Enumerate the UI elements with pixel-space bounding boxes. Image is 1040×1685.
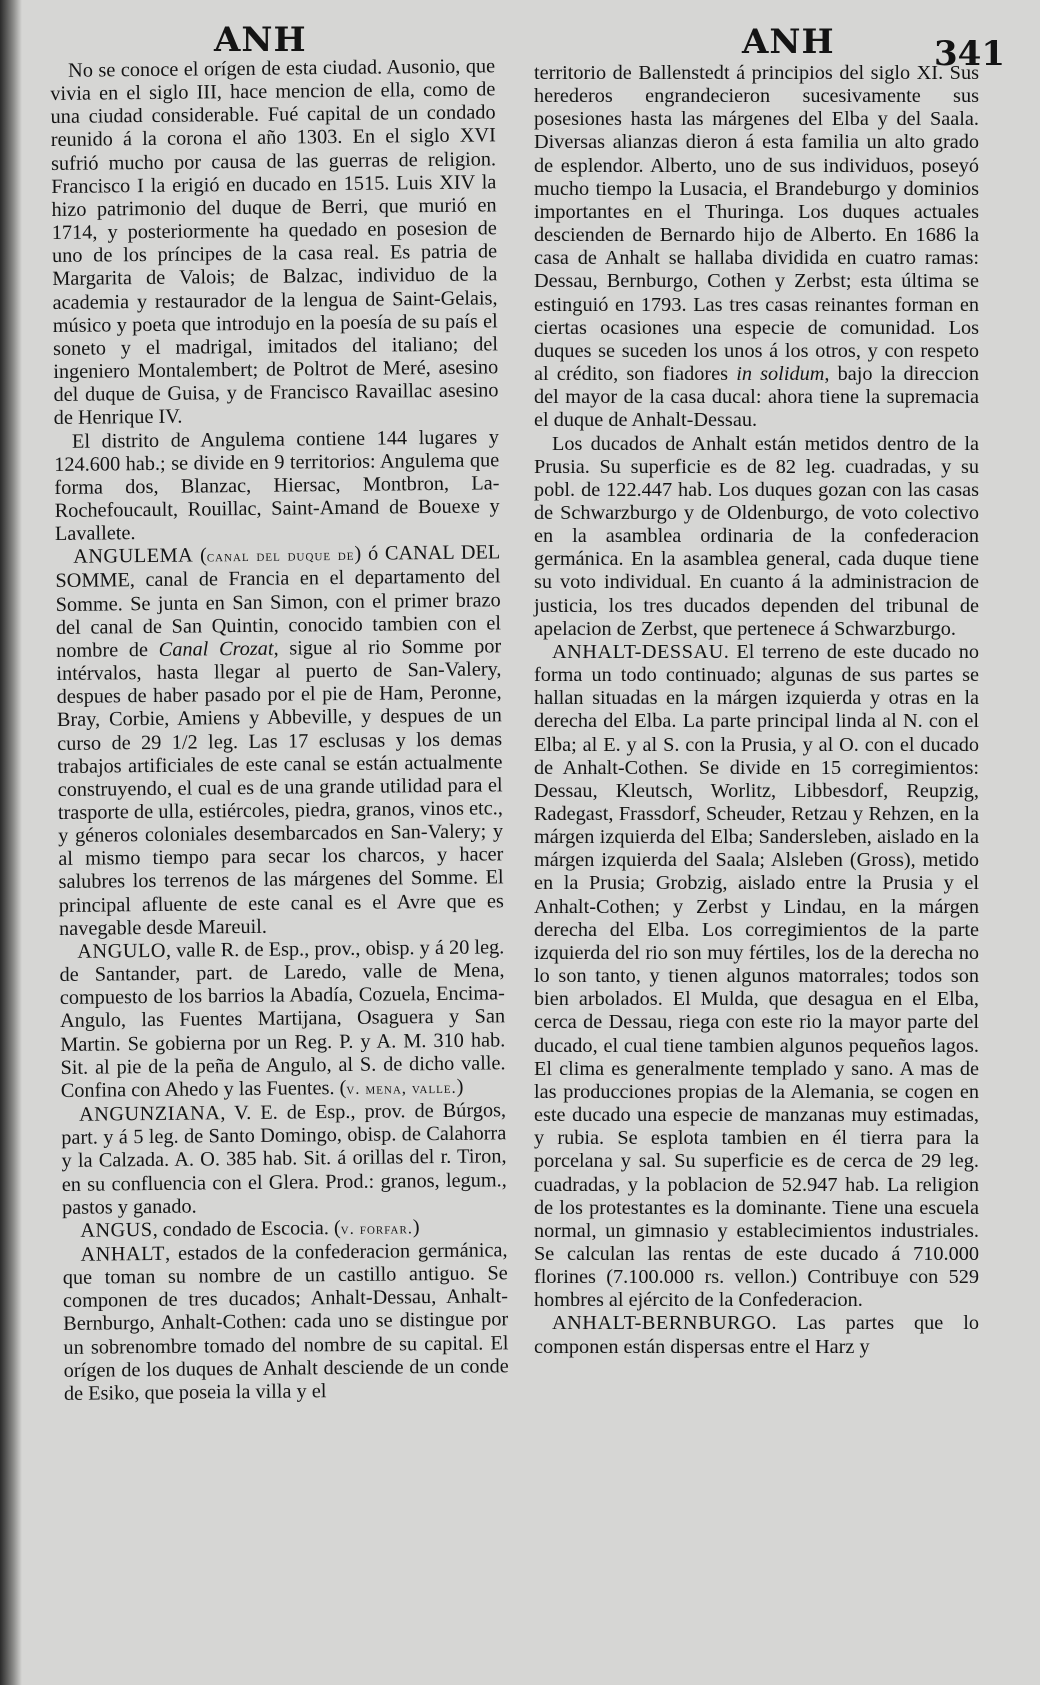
entry-angulo — [59, 936, 506, 1104]
entry-anhalt — [62, 1239, 509, 1406]
entry-headword: ANHALT-BERNBURGO — [552, 1312, 772, 1335]
entry-headword: ANGULEMA — [73, 544, 194, 569]
entry-anhalt-dessau — [534, 641, 979, 1313]
paragraph-text: , valle R. de Esp., prov., obisp. y á 20 leg. de Santander, part. de Laredo, valle de Mena, compuesto de los barrios la Abadía, Cozuela, Encima-Angulo, las Fuentes Martijana, Osaguera y San Martin. Se gobierna por un Reg. P. y A. M. 310 hab. Sit. al pie de la peña de Angulo, al S. de dicho valle. Confina con Ahedo y las Fuentes. ( — [59, 936, 506, 1102]
paren-close: ) — [456, 1075, 464, 1098]
entry-headword: ANGUNZIANA — [78, 1102, 221, 1126]
paragraph-text: , bajo la direccion del mayor de la casa ducal: ahora tiene la supremacia el duque de Anhalt-Dessau. — [534, 363, 979, 432]
paragraph-text: territorio de Ballenstedt á principios del siglo XI. Sus herederos engrandecieron sucesivamente sus posesiones hasta las márgenes del Elba y del Saala. Diversas alianzas dieron á esta familia un alto grado de esplendor. Alberto, uno de sus individuos, poseyó mucho tiempo la Lusacia, el Brandeburgo y dominios importantes en el Thuringa. Los duques actuales descienden de Bernardo hijo de Alberto. En 1686 la casa de Anhalt se hallaba dividida en cuatro ramas: Dessau, Bernburgo, Cothen y Zerbst; esta última se estinguió en 1793. Las tres casas reinantes forman en ciertas ocasiones una especie de comunidad. Los duques se suceden los unos á los otros, y con respeto al crédito, son fiadores — [534, 62, 979, 386]
entry-anhalt-continued — [534, 62, 979, 433]
entry-crossref: v. mena, valle. — [346, 1078, 457, 1098]
entry-crossref: canal del duque de — [206, 546, 355, 566]
paragraph-text: . Las partes que lo componen están dispersas entre el Harz y — [534, 1312, 979, 1358]
paragraph-text: , V. E. de Esp., prov. de Búrgos, part. y á 5 leg. de Santo Domingo, obisp. de Calahorra y la Calzada. A. O. 385 hab. Sit. á orillas del r. Tiron, en su confluencia con el Glera. Prod.: granos, legum., pastos y ganado. — [61, 1099, 507, 1219]
entry-angulema-district — [54, 426, 500, 546]
entry-headword: ANGUS — [80, 1218, 153, 1242]
entry-angulema-canal: ANGULEMA (canal del duque de) ó CANAL DEL SOMME, canal de Francia en el departamento del Somme. Se junta en San Simon, con el primer brazo del canal de San Quintin, conocido tambien con el nombre de Canal Crozat, sigue al rio Somme por intérvalos, hasta llegar al puerto de San-Valery, despues de haber pasado por el pie de Ham, Peronne, Bray, Corbie, Amiens y Abbeville, y despues de un curso de 29 1/2 leg. Las 17 esclusas y los demas trabajos artificiales de este canal se están actualmente construyendo, el cual es de una grande utilidad para el trasporte de ulla, estiércoles, piedra, granos, vinos etc., y géneros coloniales desembarcados en San-Valery; y al mismo tiempo para secar los charcos, y hacer salubres los terrenos de las márgenes del Somme. El principal afluente de este canal es el Avre que es navegable desde Mareuil. — [55, 541, 504, 940]
paragraph-text: , estados de la confederacion germánica, que toman su nombre de un castillo antiguo. Se componen de tres ducados; Anhalt-Dessau, Anhalt-Bernburgo, Anhalt-Cothen: cada uno se distingue por un sobrenombre tomado del nombre de su capital. El orígen de los duques de Anhalt desciende de un conde de Esiko, que poseia la villa y el — [62, 1239, 509, 1405]
paragraph-text: El distrito de Angulema contiene 144 lugares y 124.600 hab.; se divide en 9 territorios: Angulema que forma dos, Blanzac, Hiersac, Montbron, La-Rochefoucault, Rouillac, Saint-Amand de Bouexe y Lavallete. — [54, 425, 500, 546]
entry-angulema-continued — [50, 55, 499, 430]
running-head-left: ANH — [214, 20, 307, 60]
entry-headword: ANGULO — [77, 939, 167, 963]
paragraph-text: . El terreno de este ducado no forma un todo continuado; algunas de sus partes se hallan situadas en la márgen izquierda y otras en la derecha del Elba. La parte principal linda al N. con el Elba; al E. y al S. con la Prusia, y al O. con el ducado de Anhalt-Cothen. Se divide en 15 corregimientos: Dessau, Kleutsch, Worlitz, Libbesdorf, Reupzig, Radegast, Frassdorf, Scheuder, Retzau y Rehzen, en la márgen izquierda del Elba; Sandersleben, aislado en la márgen izquierda del Saala; Alsleben (Gross), metido en la Prusia; Grobzig, aislado entre la Prusia y el Anhalt-Cothen; y Zerbst y Lindau, en la márgen derecha del Elba. Los corregimientos de la parte izquierda del rio son muy fértiles, los de la derecha no lo son tanto, y tienen algunos matorrales; todos son bien arbolados. El Mulda, que desagua en el Elba, cerca de Dessau, riega con este rio la mayor parte del ducado, el cual tiene tambien algunos pequeños lagos. El clima es generalmente templado y sano. A mas de las producciones propias de la Alemania, se cogen en este ducado una especie de manzanas muy estimadas, y rubia. Se esplota tambien en él tierra para la porcelana y sal. Su superficie es de cerca de 29 leg. cuadradas, y la poblacion de 52.947 hab. La religion de los protestantes es la dominante. Tiene una escuela normal, un gimnasio y establecimientos industriales. Se calculan las rentas de este ducado á 710.000 florines (7.100.000 rs. vellon.) Contribuye con 529 hombres al ejército de la Confederacion. — [534, 640, 979, 1312]
paragraph-text: Los ducados de Anhalt están metidos dentro de la Prusia. Su superficie es de 82 leg. cuadradas, y su pobl. de 122.447 hab. Los duques gozan con las casas de Schwarzburgo y de Oldenburgo, de voto colectivo en la asamblea ordinaria de la confederacion germánica. En la asamblea general, cada duque tiene su voto individual. En cuanto á la administracion de justicia, los tres ducados dependen del tribunal de apelacion de Zerbst, que pertenece á Schwarzburgo. — [534, 432, 979, 640]
left-column — [50, 55, 509, 1406]
entry-crossref: v. forfar. — [340, 1219, 413, 1238]
paragraph-text: , condado de Escocia. ( — [152, 1216, 341, 1241]
page-number: 341 — [934, 34, 1005, 74]
paragraph-text: No se conoce el orígen de esta ciudad. Ausonio, que vivia en el siglo III, hace mencion de ella, como de una ciudad considerable. Fué capital de un condado reunido á la corona el año 1303. En el siglo XVI sufrió mucho por causa de las guerras de religion. Francisco I la erigió en ducado en 1515. Luis XIV la hizo patrimonio del duque de Berri, que murió en 1714, y posteriormente ha quedado en posesion de uno de los príncipes de la casa real. Es patria de Margarita de Valois; de Balzac, individuo de la academia y restaurador de la lengua de Saint-Gelais, músico y poeta que introdujo en la poesía de su país el soneto y el madrigal, imitados del italiano; del ingeniero Montalembert; de Poltrot de Meré, asesino del duque de Guisa, y de Francisco Ravaillac asesino de Henrique IV. — [50, 55, 499, 430]
right-column — [534, 62, 979, 1359]
running-head-right: ANH — [742, 22, 835, 62]
paren-close: ) — [412, 1216, 420, 1239]
entry-anhalt-ducados — [534, 433, 979, 641]
italic-term: in solidum — [736, 363, 825, 386]
entry-angunziana — [61, 1099, 507, 1219]
entry-headword: ANHALT — [80, 1242, 166, 1266]
entry-anhalt-bernburgo — [534, 1312, 979, 1358]
paragraph-text: , sigue al rio Somme por intérvalos, hasta llegar al puerto de San-Valery, despues de haber pasado por el pie de Ham, Peronne, Bray, Corbie, Amiens y Abbeville, y despues de un curso de 29 1/2 leg. Las 17 esclusas y los demas trabajos artificiales de este canal se están actualmente construyendo, el cual es de una grande utilidad para el trasporte de ulla, estiércoles, piedra, granos, vinos etc., y géneros coloniales desembarcados en San-Valery; y al mismo tiempo para secar los charcos, y hacer salubres los terrenos de las márgenes del Somme. El principal afluente de este canal es el Avre que es navegable desde Mareuil. — [56, 635, 504, 940]
entry-headword: ANHALT-DESSAU — [552, 640, 724, 663]
italic-term: Canal Crozat — [158, 637, 274, 661]
paragraph-text: ó CANAL DEL SOMME, canal de Francia en el departamento del Somme. Se junta en San Simon, con el primer brazo del canal de San Quintin, conocido tambien con el nombre de — [55, 541, 502, 662]
